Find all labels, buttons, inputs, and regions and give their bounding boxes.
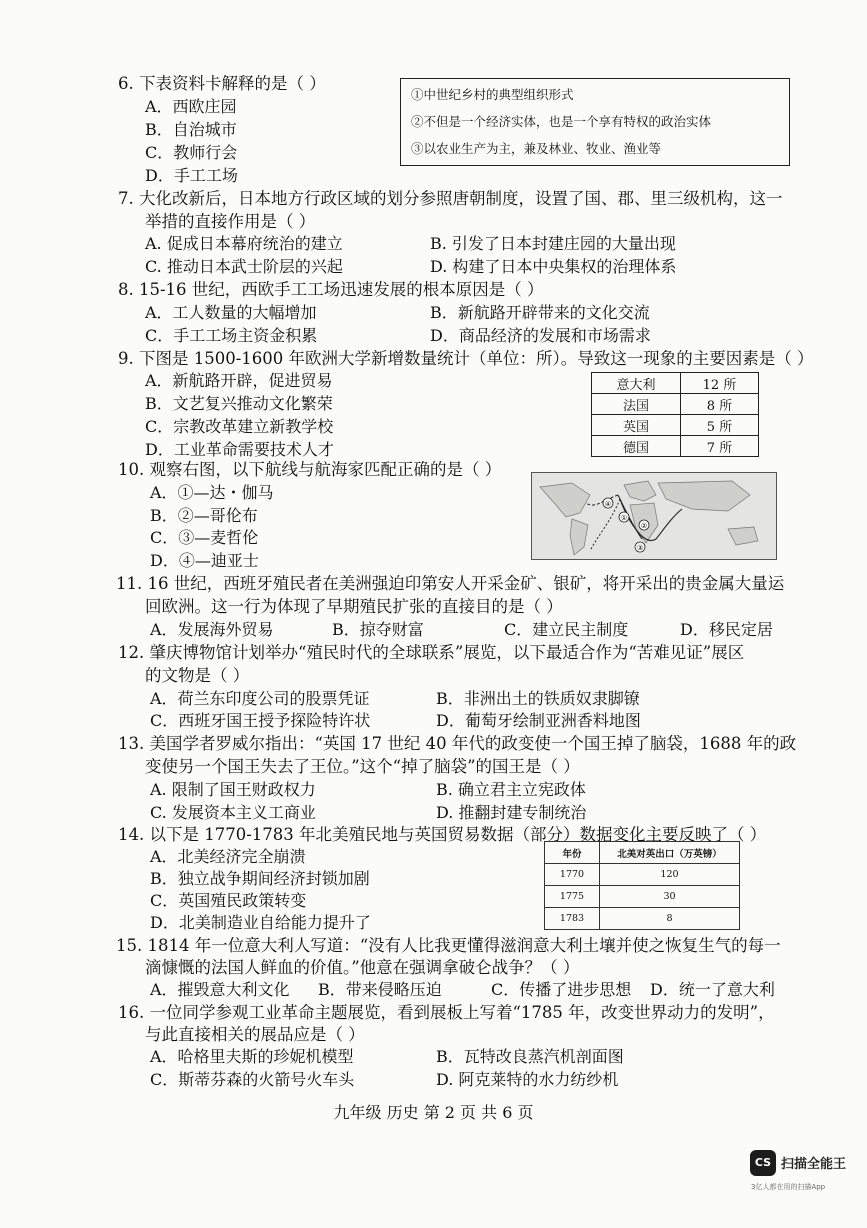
year-cell: 1775 (545, 886, 600, 908)
q8-option-c: C．手工工场主资金积累 (145, 326, 318, 345)
q11-option-b: B．掠夺财富 (332, 620, 424, 639)
table-row (592, 415, 759, 436)
q16-option-b: B．瓦特改良蒸汽机剖面图 (436, 1047, 624, 1066)
page-footer: 九年级 历史 第 2 页 共 6 页 (333, 1103, 534, 1122)
map-marker-4: ④ (604, 500, 612, 508)
q12-option-a: A．荷兰东印度公司的股票凭证 (150, 689, 370, 708)
q13-stem-2: 变使另一个国王失去了王位。”这个“掉了脑袋”的国王是（ ） (145, 757, 580, 776)
q14-stem: 14. 以下是 1770-1783 年北美殖民地与英国贸易数据（部分）数据变化主要反映了（ ） (118, 825, 767, 844)
scanner-watermark (750, 1150, 860, 1200)
q14-trade-table (544, 841, 740, 930)
q8-option-d: D．商品经济的发展和市场需求 (430, 326, 651, 345)
q7-stem-1: 7. 大化改新后，日本地方行政区域的划分参照唐朝制度，设置了国、郡、里三级机构，这一 (118, 189, 783, 208)
q8-option-a: A．工人数量的大幅增加 (145, 303, 317, 322)
q14-option-b: B．独立战争期间经济封锁加剧 (150, 869, 370, 888)
q12-stem-2: 的文物是（ ） (145, 666, 250, 685)
q9-stem: 9. 下图是 1500-1600 年欧洲大学新增数量统计（单位：所）。导致这一现象的主要因素是（ ） (118, 349, 814, 368)
q10-stem: 10. 观察右图，以下航线与航海家匹配正确的是（ ） (118, 460, 502, 479)
country-cell: 德国 (592, 436, 681, 457)
q15-option-c: C．传播了进步思想 (491, 980, 632, 999)
q8-option-b: B．新航路开辟带来的文化交流 (430, 303, 650, 322)
q16-option-d: D. 阿克莱特的水力纺纱机 (436, 1070, 619, 1089)
q15-stem-2: 滴慷慨的法国人鲜血的价值。”他意在强调拿破仑战争？（ ） (145, 958, 580, 977)
q12-stem-1: 12. 肇庆博物馆计划举办“殖民时代的全球联系”展览，以下最适合作为“苦难见证”展区 (118, 643, 745, 662)
q11-option-d: D．移民定居 (680, 620, 773, 639)
map-marker-1: ① (620, 514, 628, 522)
q6-option-d: D．手工工场 (145, 166, 238, 185)
table-row (592, 436, 759, 457)
q13-option-a: A. 限制了国王财政权力 (150, 780, 316, 799)
q13-stem-1: 13. 美国学者罗威尔指出：“英国 17 世纪 40 年代的政变使一个国王掉了脑袋，1688 年的政 (118, 734, 797, 753)
table-header-row (545, 842, 740, 864)
q16-stem-1: 16. 一位同学参观工业革命主题展览，看到展板上写着“1785 年，改变世界动力的发明”， (118, 1003, 775, 1022)
q11-stem-2: 回欧洲。这一行为体现了早期殖民扩张的直接目的是（ ） (145, 597, 563, 616)
q6-option-a: A．西欧庄园 (145, 97, 237, 116)
q15-option-d: D．统一了意大利 (650, 980, 775, 999)
q6-card-line-2: ②不但是一个经济实体，也是一个享有特权的政治实体 (411, 114, 712, 129)
world-map-graphic (532, 473, 776, 559)
q13-option-d: D. 推翻封建专制统治 (436, 803, 587, 822)
q14-option-a: A．北美经济完全崩溃 (150, 847, 306, 866)
map-marker-3: ③ (636, 544, 644, 552)
export-header: 北美对英出口（万英镑） (600, 842, 740, 864)
q6-option-c: C．教师行会 (145, 143, 238, 162)
year-cell: 1770 (545, 864, 600, 886)
q16-stem-2: 与此直接相关的展品应是（ ） (145, 1025, 365, 1044)
export-cell: 30 (600, 886, 740, 908)
q16-option-c: C．斯蒂芬森的火箭号火车头 (150, 1070, 355, 1089)
voyage-route-map (531, 472, 777, 560)
q7-option-d: D. 构建了日本中央集权的治理体系 (430, 257, 677, 276)
q15-option-a: A．摧毁意大利文化 (150, 980, 290, 999)
q6-card-line-3: ③以农业生产为主，兼及林业、牧业、渔业等 (411, 141, 662, 156)
table-row (545, 864, 740, 886)
country-cell: 英国 (592, 415, 681, 436)
q10-option-c: C．③—麦哲伦 (150, 528, 259, 547)
q12-option-c: C．西班牙国王授予探险特许状 (150, 711, 371, 730)
q9-university-table (591, 372, 759, 457)
q9-option-b: B．文艺复兴推动文化繁荣 (145, 394, 333, 413)
count-cell: 7 所 (681, 436, 759, 457)
table-row (592, 373, 759, 394)
q14-option-d: D．北美制造业自给能力提升了 (150, 913, 371, 932)
q10-option-b: B．②—哥伦布 (150, 506, 258, 525)
year-cell: 1783 (545, 908, 600, 930)
q14-option-c: C．英国殖民政策转变 (150, 891, 307, 910)
count-cell: 8 所 (681, 394, 759, 415)
watermark-app-name: 扫描全能王 (781, 1157, 847, 1172)
q12-option-d: D．葡萄牙绘制亚洲香料地图 (436, 711, 641, 730)
q9-option-c: C．宗教改革建立新教学校 (145, 417, 334, 436)
q15-stem-1: 15. 1814 年一位意大利人写道：“没有人比我更懂得滋润意大利土壤并使之恢复生气的每一 (116, 936, 781, 955)
q13-option-b: B. 确立君主立宪政体 (436, 780, 586, 799)
q7-stem-2: 举措的直接作用是（ ） (145, 212, 316, 231)
watermark-tagline: 3亿人都在用的扫描App (751, 1183, 826, 1191)
country-cell: 法国 (592, 394, 681, 415)
q12-option-b: B．非洲出土的铁质奴隶脚镣 (436, 689, 640, 708)
q9-option-d: D．工业革命需要技术人才 (145, 440, 334, 459)
q15-option-b: B．带来侵略压迫 (318, 980, 442, 999)
table-row (545, 886, 740, 908)
count-cell: 5 所 (681, 415, 759, 436)
table-row (545, 908, 740, 930)
q11-stem-1: 11. 16 世纪，西班牙殖民者在美洲强迫印第安人开采金矿、银矿，将开采出的贵金属大量运 (116, 574, 785, 593)
export-cell: 8 (600, 908, 740, 930)
q6-info-card (400, 78, 790, 166)
q10-option-a: A．①—达・伽马 (150, 483, 274, 502)
q11-option-a: A．发展海外贸易 (150, 620, 274, 639)
q13-option-c: C. 发展资本主义工商业 (150, 803, 316, 822)
q7-option-b: B. 引发了日本封建庄园的大量出现 (430, 234, 676, 253)
q16-option-a: A．哈格里夫斯的珍妮机模型 (150, 1047, 354, 1066)
q7-option-a: A. 促成日本幕府统治的建立 (145, 234, 343, 253)
q7-option-c: C. 推动日本武士阶层的兴起 (145, 257, 343, 276)
country-cell: 意大利 (592, 373, 681, 394)
export-cell: 120 (600, 864, 740, 886)
q8-stem: 8. 15-16 世纪，西欧手工工场迅速发展的根本原因是（ ） (118, 280, 544, 299)
q6-option-b: B．自治城市 (145, 120, 237, 139)
count-cell: 12 所 (681, 373, 759, 394)
year-header: 年份 (545, 842, 600, 864)
q6-stem: 6. 下表资料卡解释的是（ ） (118, 74, 326, 93)
q9-option-a: A．新航路开辟，促进贸易 (145, 371, 333, 390)
table-row (592, 394, 759, 415)
q6-card-line-1: ①中世纪乡村的典型组织形式 (411, 87, 574, 102)
q11-option-c: C．建立民主制度 (504, 620, 629, 639)
map-marker-2: ② (640, 522, 648, 530)
q10-option-d: D．④—迪亚士 (150, 551, 259, 570)
camscanner-logo-icon: CS (750, 1150, 776, 1176)
